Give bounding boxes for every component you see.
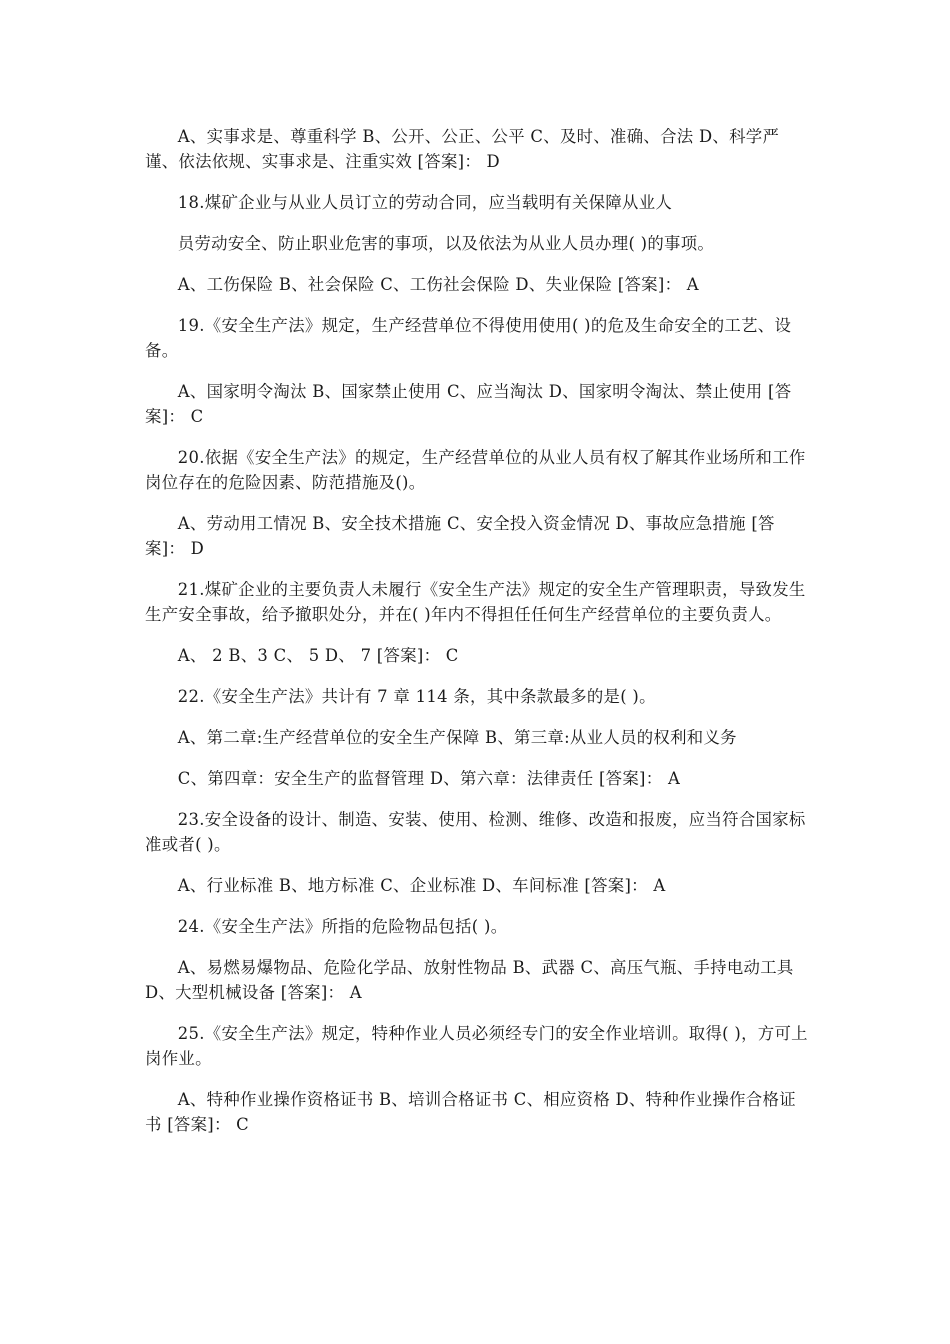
question-21: 21.煤矿企业的主要负责人未履行《安全生产法》规定的安全生产管理职责，导致发生生产安全事故，给予撤职处分，并在( )年内不得担任任何生产经营单位的主要负责人。	[145, 580, 806, 624]
answer-options-18: A、工伤保险 B、社会保险 C、工伤社会保险 D、失业保险 [答案]： A	[177, 275, 699, 294]
question-25: 25.《安全生产法》规定，特种作业人员必须经专门的安全作业培训。取得( )，方可上岗作业。	[145, 1024, 808, 1068]
question-18-line-1: 18.煤矿企业与从业人员订立的劳动合同，应当载明有关保障从业人	[177, 193, 673, 212]
question-20: 20.依据《安全生产法》的规定，生产经营单位的从业人员有权了解其作业场所和工作岗位存在的危险因素、防范措施及()。	[145, 448, 806, 492]
question-23: 23.安全设备的设计、制造、安装、使用、检测、维修、改造和报废，应当符合国家标准或者( )。	[145, 810, 806, 854]
answer-options-23: A、行业标准 B、地方标准 C、企业标准 D、车间标准 [答案]： A	[177, 876, 666, 895]
answer-options-25: A、特种作业操作资格证书 B、培训合格证书 C、相应资格 D、特种作业操作合格证书 [答案]： C	[145, 1090, 796, 1134]
question-18-line-2: 员劳动安全、防止职业危害的事项，以及依法为从业人员办理( )的事项。	[177, 234, 715, 253]
answer-options-22-part-1: A、第二章:生产经营单位的安全生产保障 B、第三章:从业人员的权利和义务	[177, 728, 737, 747]
answer-options-21: A、 2 B、3 C、 5 D、 7 [答案]： C	[177, 646, 459, 665]
question-22: 22.《安全生产法》共计有 7 章 114 条，其中条款最多的是( )。	[177, 687, 656, 706]
document-body	[145, 124, 810, 1153]
answer-options-19: A、国家明令淘汰 B、国家禁止使用 C、应当淘汰 D、国家明令淘汰、禁止使用 [答案]： C	[145, 382, 792, 426]
question-24: 24.《安全生产法》所指的危险物品包括( )。	[177, 917, 508, 936]
answer-options-17: A、实事求是、尊重科学 B、公开、公正、公平 C、及时、准确、合法 D、科学严谨、依法依规、实事求是、注重实效 [答案]： D	[145, 127, 780, 171]
question-19: 19.《安全生产法》规定，生产经营单位不得使用使用( )的危及生命安全的工艺、设备。	[145, 316, 792, 360]
answer-options-24: A、易燃易爆物品、危险化学品、放射性物品 B、武器 C、高压气瓶、手持电动工具 D、大型机械设备 [答案]： A	[145, 958, 800, 1002]
answer-options-20: A、劳动用工情况 B、安全技术措施 C、安全投入资金情况 D、事故应急措施 [答案]： D	[145, 514, 775, 558]
answer-options-22-part-2: C、第四章：安全生产的监督管理 D、第六章：法律责任 [答案]： A	[177, 769, 681, 788]
